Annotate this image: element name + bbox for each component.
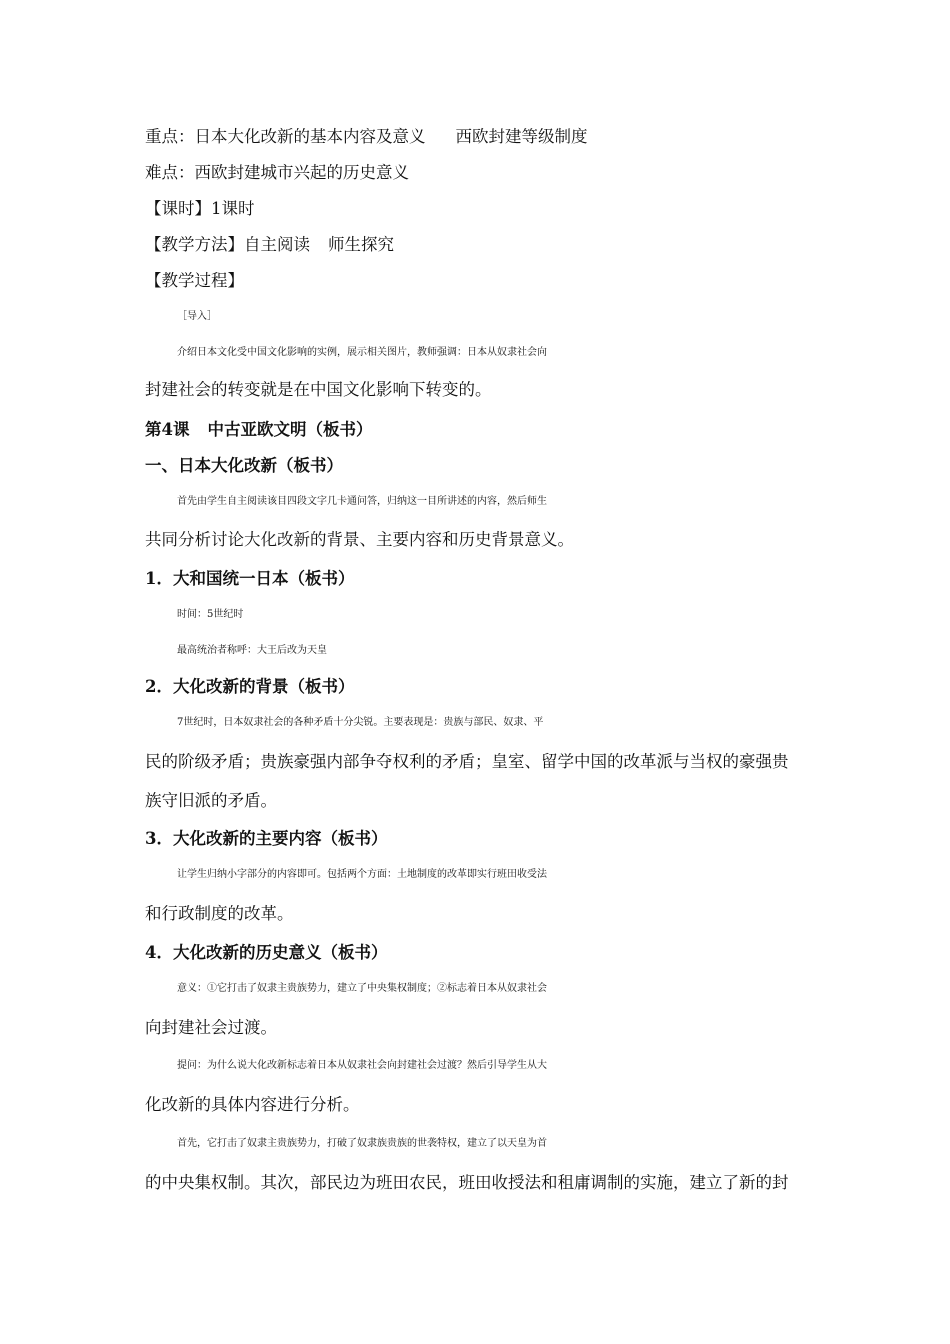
teaching-process-line: 【教学过程】 [145,271,244,290]
teaching-method-text-2: 师生探究 [328,235,394,254]
question-paragraph-line-1: 提问：为什么说大化改新标志着日本从奴隶社会向封建社会过渡？然后引导学生从大 [177,1060,547,1071]
subsection-2-paragraph-line-1: 7世纪时，日本奴隶社会的各种矛盾十分尖锐。主要表现是：贵族与部民、奴隶、平 [177,717,544,728]
subsection-2-paragraph-line-3: 族守旧派的矛盾。 [145,791,277,810]
subsection-1-time: 时间：5世纪时 [177,609,244,620]
teaching-method-line [145,235,810,255]
subsection-2-title: 2．大化改新的背景（板书） [145,677,355,696]
section-1-paragraph-line-2: 共同分析讨论大化改新的背景、主要内容和历史背景意义。 [145,530,574,549]
subsection-1-ruler: 最高统治者称呼：大王后改为天皇 [177,645,327,656]
section-1-paragraph-line-1: 首先由学生自主阅读该目四段文字几卡通问答，归纳这一目所讲述的内容，然后师生 [177,496,547,507]
subsection-4-paragraph-line-2: 向封建社会过渡。 [145,1018,277,1037]
subsection-3-title: 3．大化改新的主要内容（板书） [145,829,388,848]
subsection-3-paragraph-line-2: 和行政制度的改革。 [145,904,294,923]
subsection-4-paragraph-line-1: 意义：①它打击了奴隶主贵族势力，建立了中央集权制度；②标志着日本从奴隶社会 [177,983,547,994]
subsection-1-title: 1．大和国统一日本（板书） [145,569,355,588]
key-points-text-2: 西欧封建等级制度 [455,127,588,146]
subsection-3-paragraph-line-1: 让学生归纳小字部分的内容即可。包括两个方面：土地制度的改革即实行班田收受法 [177,869,547,880]
answer-paragraph-line-1: 首先，它打击了奴隶主贵族势力，打破了奴隶族贵族的世袭特权，建立了以天皇为首 [177,1138,547,1149]
intro-label: ［导入］ [177,311,217,322]
difficulty-line: 难点：西欧封建城市兴起的历史意义 [145,163,409,182]
answer-paragraph-line-2: 的中央集权制。其次，部民边为班田农民，班田收授法和租庸调制的实施，建立了新的封 [145,1173,789,1192]
section-1-title: 一、日本大化改新（板书） [145,456,343,475]
key-points-line [145,127,810,147]
intro-paragraph-line-2: 封建社会的转变就是在中国文化影响下转变的。 [145,380,492,399]
question-paragraph-line-2: 化改新的具体内容进行分析。 [145,1095,360,1114]
intro-paragraph-line-1: 介绍日本文化受中国文化影响的实例，展示相关图片，教师强调：日本从奴隶社会向 [177,347,547,358]
subsection-2-paragraph-line-2: 民的阶级矛盾；贵族豪强内部争夺权利的矛盾；皇室、留学中国的改革派与当权的豪强贵 [145,752,789,771]
lesson-title [145,420,810,440]
class-hours-line: 【课时】1课时 [145,199,255,218]
subsection-4-title: 4．大化改新的历史意义（板书） [145,943,388,962]
teaching-method-text: 【教学方法】自主阅读 [145,235,310,254]
key-points-text: 重点：日本大化改新的基本内容及意义 [145,127,426,146]
lesson-number: 第4课 [145,420,190,439]
lesson-name: 中古亚欧文明（板书） [207,420,373,439]
